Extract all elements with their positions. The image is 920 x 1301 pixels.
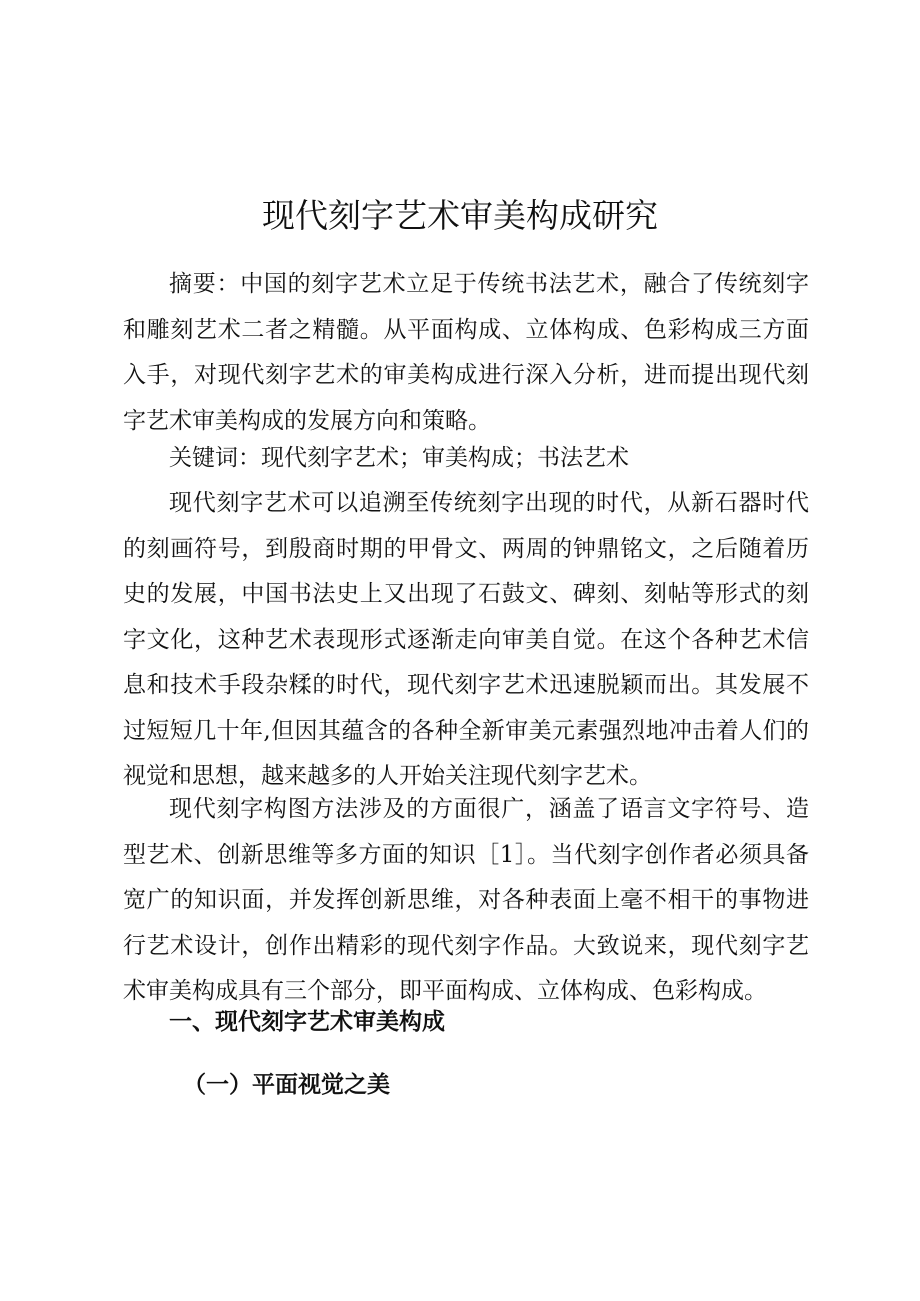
body-paragraph-2: 现代刻字构图方法涉及的方面很广，涵盖了语言文字符号、造型艺术、创新思维等多方面的知识［1］。当代刻字创作者必须具备宽广的知识面，并发挥创新思维，对各种表面上毫不相干的事物进行艺术设计，创作出精彩的现代刻字作品。大致说来，现代刻字艺术审美构成具有三个部分，即平面构成、立体构成、色彩构成。 (123, 796, 809, 1004)
section-heading: 一、现代刻字艺术审美构成 (169, 1009, 445, 1035)
subsection-heading: （一）平面视觉之美 (183, 1071, 390, 1098)
body-paragraph-1: 现代刻字艺术可以追溯至传统刻字出现的时代，从新石器时代的刻画符号，到殷商时期的甲骨文、两周的钟鼎铭文，之后随着历史的发展，中国书法史上又出现了石鼓文、碑刻、刻帖等形式的刻字文化，这种艺术表现形式逐渐走向审美自觉。在这个各种艺术信息和技术手段杂糅的时代，现代刻字艺术迅速脱颖而出。其发展不过短短几十年,但因其蕴含的各种全新审美元素强烈地冲击着人们的视觉和思想，越来越多的人开始关注现代刻字艺术。 (123, 490, 809, 789)
abstract-paragraph: 摘要：中国的刻字艺术立足于传统书法艺术，融合了传统刻字和雕刻艺术二者之精髓。从平面构成、立体构成、色彩构成三方面入手，对现代刻字艺术的审美构成进行深入分析，进而提出现代刻字艺术审美构成的发展方向和策略。 (123, 271, 809, 434)
page-title: 现代刻字艺术审美构成研究 (262, 196, 658, 236)
keywords-line: 关键词：现代刻字艺术；审美构成；书法艺术 (169, 445, 629, 471)
